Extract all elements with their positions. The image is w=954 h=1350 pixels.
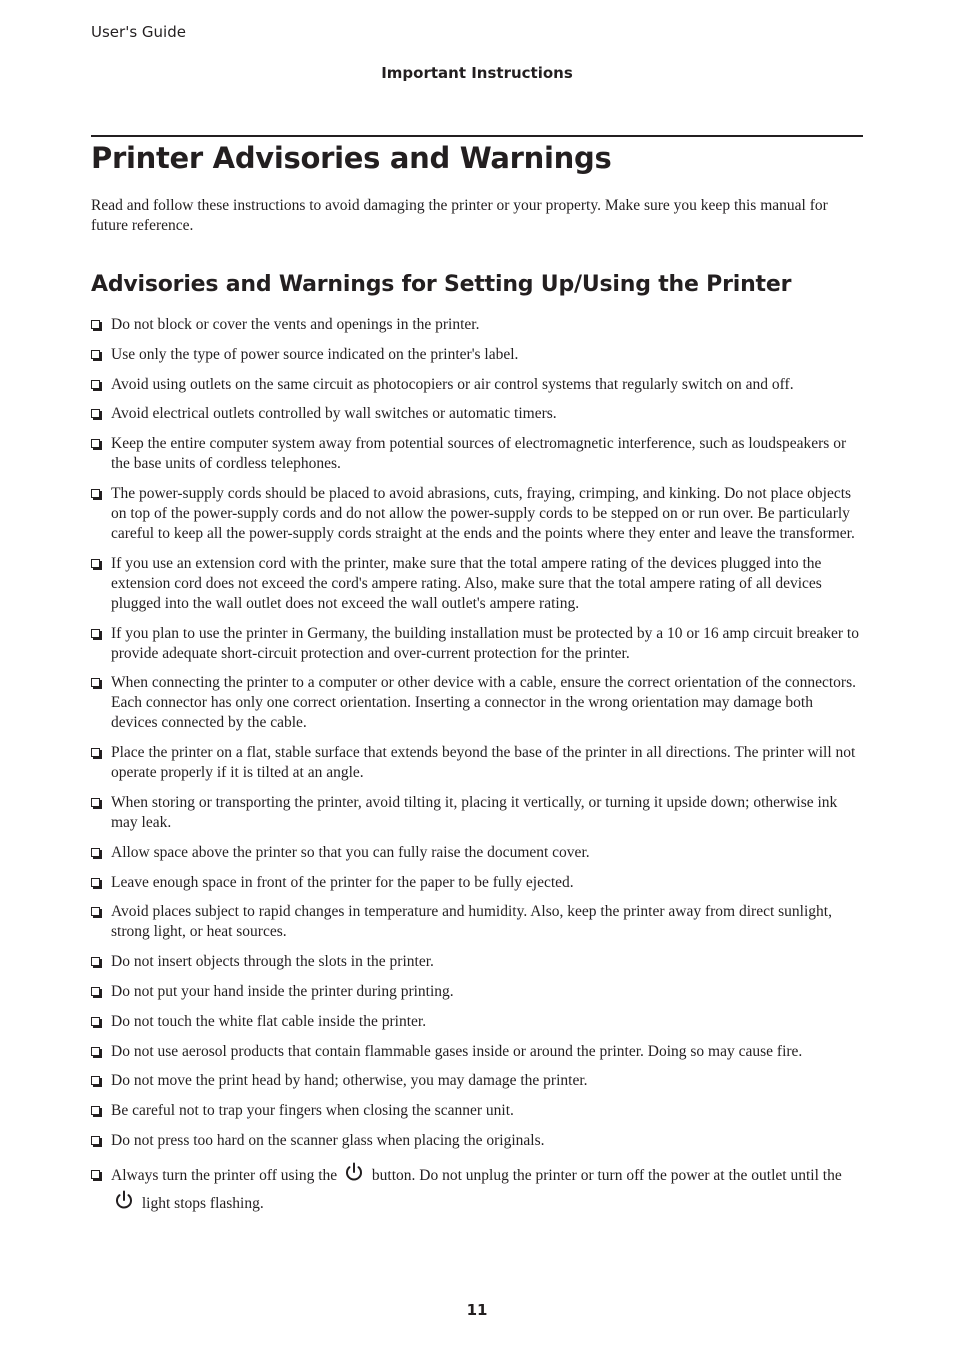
power-text-part3: light stops flashing. bbox=[141, 1194, 264, 1212]
power-icon bbox=[113, 1189, 135, 1211]
list-item bbox=[91, 1101, 863, 1121]
checkbox-bullet-icon bbox=[91, 350, 100, 359]
list-item-text: Avoid using outlets on the same circuit as photocopiers or air control systems that regularly switch on and off. bbox=[111, 375, 794, 393]
list-item bbox=[91, 743, 863, 783]
checkbox-bullet-icon bbox=[91, 878, 100, 887]
list-item bbox=[91, 434, 863, 474]
list-item-text: When storing or transporting the printer, avoid tilting it, placing it vertically, or turning it upside down; otherwise ink may leak. bbox=[111, 793, 838, 831]
list-item bbox=[91, 345, 863, 365]
checkbox-bullet-icon bbox=[91, 629, 100, 638]
checkbox-bullet-icon bbox=[91, 1017, 100, 1026]
list-item-text: Do not insert objects through the slots in the printer. bbox=[111, 953, 434, 971]
checkbox-bullet-icon bbox=[91, 559, 100, 568]
page-title: Printer Advisories and Warnings bbox=[91, 141, 612, 175]
checkbox-bullet-icon bbox=[91, 1136, 100, 1145]
list-item bbox=[91, 1131, 863, 1151]
list-item-text: Use only the type of power source indicated on the printer's label. bbox=[111, 345, 519, 363]
list-item-text: Be careful not to trap your fingers when closing the scanner unit. bbox=[111, 1102, 514, 1120]
list-item-text: Avoid electrical outlets controlled by wall switches or automatic timers. bbox=[111, 405, 557, 423]
list-item-text: The power-supply cords should be placed to avoid abrasions, cuts, fraying, crimping, and kinking. Do not place objects on top of the power-supply cords and do not allow the power-supply cords to be stepped on or run over. Be particularly careful to keep all the power-supply cords straight at the ends and the points where they enter and leave the transformer. bbox=[111, 484, 855, 542]
list-item bbox=[91, 624, 863, 664]
power-text-part2: button. Do not unplug the printer or turn off the power at the outlet until the bbox=[371, 1166, 842, 1184]
checkbox-bullet-icon bbox=[91, 439, 100, 448]
list-item bbox=[91, 375, 863, 395]
list-item bbox=[91, 873, 863, 893]
checkbox-bullet-icon bbox=[91, 848, 100, 857]
power-text-part1: Always turn the printer off using the bbox=[111, 1166, 338, 1184]
power-icon bbox=[343, 1161, 365, 1183]
checkbox-bullet-icon bbox=[91, 320, 100, 329]
list-item bbox=[91, 1042, 863, 1062]
list-item-text: Do not touch the white flat cable inside the printer. bbox=[111, 1012, 427, 1030]
list-item bbox=[91, 484, 863, 544]
list-item-text: When connecting the printer to a computer or other device with a cable, ensure the correct orientation of the connectors. Each connector has only one correct orientation. Inserting a connector in the wrong orientation may damage both devices connected by the cable. bbox=[111, 674, 856, 732]
list-item bbox=[91, 1012, 863, 1032]
intro-paragraph: Read and follow these instructions to avoid damaging the printer or your property. Make sure you keep this manual for future reference. bbox=[91, 197, 828, 234]
list-item-text: Avoid places subject to rapid changes in temperature and humidity. Also, keep the printer away from direct sunlight, strong light, or heat sources. bbox=[111, 903, 832, 941]
list-item bbox=[91, 404, 863, 424]
running-head: User's Guide bbox=[91, 23, 186, 41]
title-rule bbox=[91, 135, 863, 137]
checkbox-bullet-icon bbox=[91, 678, 100, 687]
list-item-text: If you use an extension cord with the printer, make sure that the total ampere rating of the devices plugged into the extension cord does not exceed the cord's ampere rating. Also, make sure that the total ampere rating of all devices plugged into the wall outlet does not exceed the wall outlet's ampere rating. bbox=[111, 554, 822, 612]
list-item bbox=[91, 982, 863, 1002]
list-item bbox=[91, 315, 863, 335]
checkbox-bullet-icon bbox=[91, 1076, 100, 1085]
list-item bbox=[91, 554, 863, 614]
list-item-text: Allow space above the printer so that you can fully raise the document cover. bbox=[111, 843, 590, 861]
list-item-text: Do not use aerosol products that contain flammable gases inside or around the printer. Doing so may cause fire. bbox=[111, 1042, 803, 1060]
list-item bbox=[91, 793, 863, 833]
list-item-text: Do not press too hard on the scanner glass when placing the originals. bbox=[111, 1131, 545, 1149]
section-heading: Important Instructions bbox=[381, 64, 573, 82]
list-item-power bbox=[91, 1161, 863, 1217]
checkbox-bullet-icon bbox=[91, 380, 100, 389]
list-item-text: Do not move the print head by hand; otherwise, you may damage the printer. bbox=[111, 1072, 588, 1090]
list-item-text: Do not block or cover the vents and openings in the printer. bbox=[111, 316, 480, 333]
subsection-title: Advisories and Warnings for Setting Up/Using the Printer bbox=[91, 272, 792, 297]
checkbox-bullet-icon bbox=[91, 489, 100, 498]
list-item bbox=[91, 952, 863, 972]
list-item bbox=[91, 673, 863, 733]
list-item-text: If you plan to use the printer in Germany, the building installation must be protected by a 10 or 16 amp circuit breaker to provide adequate short-circuit protection and over-current protection for the printer. bbox=[111, 624, 859, 662]
checkbox-bullet-icon bbox=[91, 1106, 100, 1115]
list-item bbox=[91, 902, 863, 942]
checkbox-bullet-icon bbox=[91, 1047, 100, 1056]
checkbox-bullet-icon bbox=[91, 748, 100, 757]
checkbox-bullet-icon bbox=[91, 957, 100, 966]
list-item-text: Place the printer on a flat, stable surface that extends beyond the base of the printer in all directions. The printer will not operate properly if it is tilted at an angle. bbox=[111, 744, 856, 782]
checkbox-bullet-icon bbox=[91, 409, 100, 418]
page-number: 11 bbox=[466, 1301, 488, 1319]
list-item-text: Do not put your hand inside the printer during printing. bbox=[111, 982, 454, 1000]
checkbox-bullet-icon bbox=[91, 907, 100, 916]
list-item bbox=[91, 1071, 863, 1091]
checkbox-bullet-icon bbox=[91, 987, 100, 996]
checkbox-bullet-icon bbox=[91, 1170, 100, 1179]
list-item-text: Leave enough space in front of the printer for the paper to be fully ejected. bbox=[111, 873, 574, 891]
checkbox-bullet-icon bbox=[91, 798, 100, 807]
advisory-list bbox=[91, 315, 863, 1227]
list-item-text: Keep the entire computer system away from potential sources of electromagnetic interference, such as loudspeakers or the base units of cordless telephones. bbox=[111, 435, 847, 473]
list-item bbox=[91, 843, 863, 863]
